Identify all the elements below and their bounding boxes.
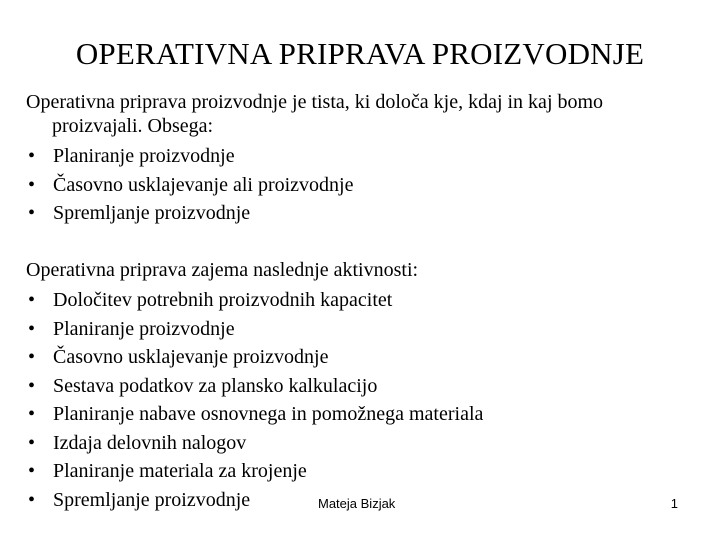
section-scope-intro: Operativna priprava proizvodnje je tista, ki določa kje, kdaj in kaj bomo proizvajali. Obsega:	[26, 91, 604, 137]
bullet-icon: •	[28, 145, 36, 167]
bullet-icon: •	[28, 374, 36, 397]
list-item	[26, 400, 696, 429]
bullet-icon: •	[28, 173, 36, 196]
scope-list	[26, 142, 696, 228]
list-item-label: Planiranje materiala za krojenje	[53, 460, 307, 482]
list-item-label: Spremljanje proizvodnje	[53, 202, 251, 224]
slide-title: OPERATIVNA PRIPRAVA PROIZVODNJE	[75, 36, 645, 71]
bullet-icon: •	[28, 488, 36, 511]
list-item	[26, 343, 696, 372]
bullet-icon: •	[28, 346, 36, 368]
section-activities	[26, 258, 696, 514]
footer-author: Mateja Bizjak	[318, 496, 396, 511]
list-item-label: Planiranje proizvodnje	[53, 317, 235, 340]
list-item	[26, 457, 696, 486]
list-item	[26, 142, 696, 171]
list-item-label: Planiranje nabave osnovnega in pomožnega materiala	[53, 403, 484, 425]
bullet-icon: •	[28, 403, 36, 425]
list-item	[26, 315, 696, 344]
list-item	[26, 286, 696, 315]
list-item	[26, 372, 696, 401]
list-item-label: Izdaja delovnih nalogov	[53, 431, 247, 454]
bullet-icon: •	[28, 202, 36, 224]
bullet-icon: •	[28, 289, 36, 311]
list-item-label: Časovno usklajevanje proizvodnje	[53, 346, 329, 368]
page-number: 1	[670, 496, 678, 511]
section-scope	[26, 90, 696, 228]
list-item	[26, 171, 696, 200]
bullet-icon: •	[28, 460, 36, 482]
bullet-icon: •	[28, 431, 36, 454]
list-item-label: Časovno usklajevanje ali proizvodnje	[53, 173, 354, 196]
bullet-icon: •	[28, 317, 36, 340]
list-item-label: Določitev potrebnih proizvodnih kapacitet	[53, 289, 393, 311]
list-item-label: Sestava podatkov za plansko kalkulacijo	[53, 374, 378, 397]
list-item-label: Planiranje proizvodnje	[53, 145, 235, 167]
list-item-label: Spremljanje proizvodnje	[53, 488, 251, 511]
section-activities-intro: Operativna priprava zajema naslednje aktivnosti:	[26, 259, 419, 281]
list-item	[26, 429, 696, 458]
activities-list	[26, 286, 696, 514]
list-item	[26, 199, 696, 228]
